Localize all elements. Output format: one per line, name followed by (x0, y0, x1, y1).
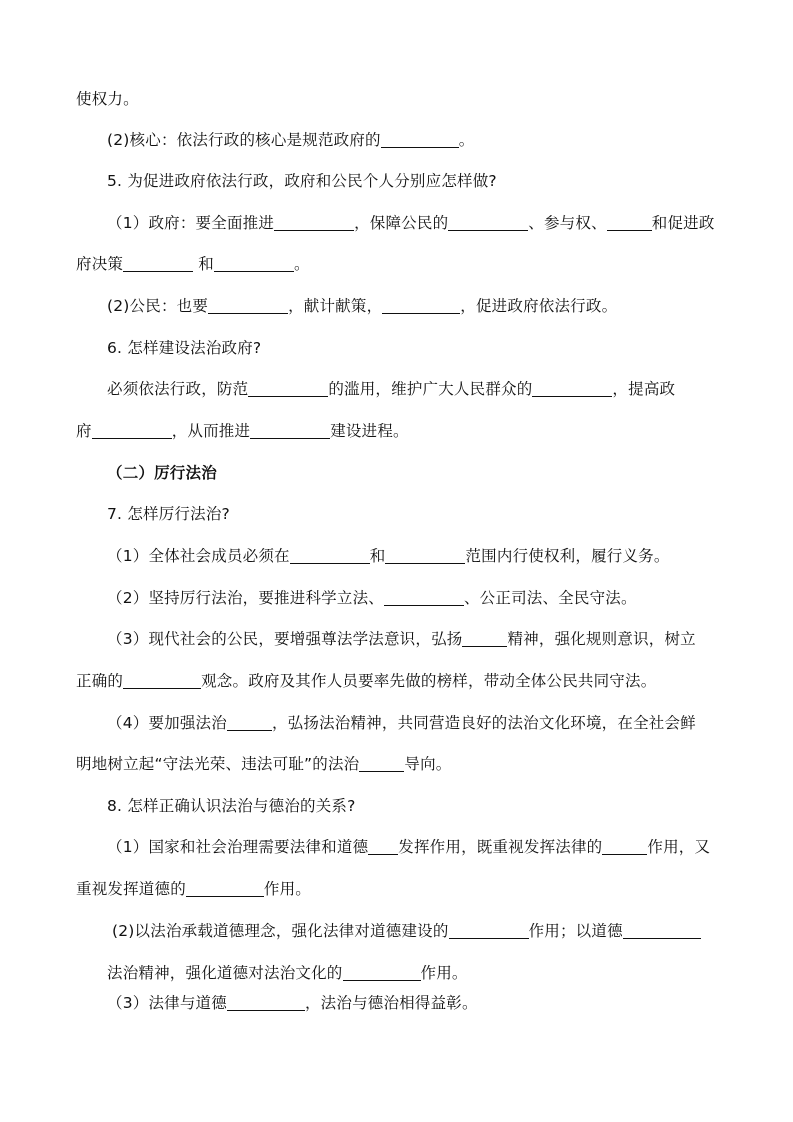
text-line (0, 88, 793, 110)
text-line (0, 670, 793, 692)
text-line (0, 962, 793, 984)
line-text: 、参与权、 (528, 214, 607, 232)
line-text: 、公正司法、全民守法。 (463, 589, 637, 607)
line-text: ，提高政 (612, 380, 676, 398)
text-line (0, 420, 793, 442)
line-text: （二）厉行法治 (107, 464, 217, 482)
blank-field[interactable] (227, 994, 305, 1011)
line-text: 6. 怎样建设法治政府? (107, 339, 262, 357)
line-text: 。 (458, 131, 475, 149)
line-text: (2)公民：也要 (107, 297, 209, 315)
text-line (0, 212, 793, 234)
question-heading (0, 170, 793, 192)
text-line (0, 992, 793, 1014)
question-heading (0, 337, 793, 359)
text-line (0, 378, 793, 400)
line-text: ，从而推进 (171, 422, 251, 440)
line-text: 作用，又 (647, 838, 711, 856)
blank-field[interactable] (290, 547, 370, 564)
line-text: (2)以法治承载道德理念，强化法律对道德建设的 (112, 922, 449, 940)
line-text: 和 (369, 547, 386, 565)
blank-field[interactable] (92, 422, 172, 439)
line-text: 精神，强化规则意识，树立 (507, 630, 696, 648)
text-line (0, 753, 793, 775)
line-text: （2）坚持厉行法治，要推进科学立法、 (107, 589, 384, 607)
blank-field[interactable] (381, 131, 459, 148)
line-text: 的滥用，维护广大人民群众的 (328, 380, 533, 398)
blank-field[interactable] (462, 630, 507, 647)
line-text: 使权力。 (76, 90, 139, 108)
blank-field[interactable] (623, 922, 701, 939)
blank-field[interactable] (449, 922, 529, 939)
blank-field[interactable] (532, 380, 612, 397)
line-text: 发挥作用，既重视发挥法律的 (398, 838, 603, 856)
blank-field[interactable] (382, 297, 460, 314)
line-text: （3）现代社会的公民，要增强尊法学法意识，弘扬 (107, 630, 463, 648)
text-line (0, 253, 793, 275)
line-text: 府 (76, 422, 92, 440)
blank-field[interactable] (186, 880, 264, 897)
text-line (0, 545, 793, 567)
blank-field[interactable] (208, 297, 288, 314)
blank-field[interactable] (385, 547, 465, 564)
blank-field[interactable] (227, 714, 272, 731)
blank-field[interactable] (359, 755, 404, 772)
line-text: 。 (293, 255, 310, 273)
blank-field[interactable] (274, 214, 354, 231)
blank-field[interactable] (343, 964, 421, 981)
blank-field[interactable] (250, 422, 330, 439)
text-line (0, 920, 793, 942)
blank-field[interactable] (214, 255, 294, 272)
blank-field[interactable] (123, 672, 201, 689)
blank-field[interactable] (123, 255, 193, 272)
text-line (0, 836, 793, 858)
line-text: 法治精神，强化道德对法治文化的 (107, 964, 343, 982)
line-text: 8. 怎样正确认识法治与德治的关系? (107, 797, 356, 815)
blank-field[interactable] (607, 214, 652, 231)
blank-field[interactable] (602, 838, 647, 855)
line-text: 作用；以道德 (528, 922, 623, 940)
line-text: ，法治与德治相得益彰。 (304, 994, 478, 1012)
line-text: 府决策 (76, 255, 124, 273)
text-line (0, 295, 793, 317)
line-text: ，弘扬法治精神，共同营造良好的法治文化环境，在全社会鲜 (271, 714, 696, 732)
line-text: 正确的 (76, 672, 124, 690)
blank-field[interactable] (368, 838, 398, 855)
blank-field[interactable] (248, 380, 328, 397)
line-text: 范围内行使权利，履行义务。 (465, 547, 670, 565)
text-line (0, 712, 793, 734)
line-text: 观念。政府及其作人员要率先做的榜样，带动全体公民共同守法。 (201, 672, 657, 690)
section-heading (0, 462, 793, 484)
line-text: 导向。 (404, 755, 452, 773)
line-text: 作用。 (420, 964, 468, 982)
question-heading (0, 503, 793, 525)
line-text: 5. 为促进政府依法行政，政府和公民个人分别应怎样做? (107, 172, 497, 190)
line-text: 明地树立起“守法光荣、违法可耻”的法治 (76, 755, 360, 773)
line-text: ，促进政府依法行政。 (460, 297, 618, 315)
line-text: ，保障公民的 (354, 214, 449, 232)
text-line (0, 628, 793, 650)
line-text: 和 (193, 255, 214, 273)
text-line (0, 129, 793, 151)
line-text: (2)核心：依法行政的核心是规范政府的 (107, 131, 381, 149)
text-line (0, 878, 793, 900)
blank-field[interactable] (384, 589, 464, 606)
line-text: 作用。 (263, 880, 312, 898)
line-text: ，献计献策， (288, 297, 383, 315)
blank-field[interactable] (448, 214, 528, 231)
line-text: （3）法律与道德 (107, 994, 227, 1012)
text-line (0, 587, 793, 609)
line-text: （1）政府：要全面推进 (107, 214, 275, 232)
line-text: 必须依法行政，防范 (107, 380, 249, 398)
line-text: （4）要加强法治 (107, 714, 227, 732)
line-text: 7. 怎样厉行法治? (107, 505, 230, 523)
question-heading (0, 795, 793, 817)
line-text: （1）全体社会成员必须在 (107, 547, 290, 565)
line-text: （1）国家和社会治理需要法律和道德 (107, 838, 369, 856)
line-text: 建设进程。 (330, 422, 409, 440)
line-text: 和促进政 (651, 214, 715, 232)
line-text: 重视发挥道德的 (76, 880, 186, 898)
